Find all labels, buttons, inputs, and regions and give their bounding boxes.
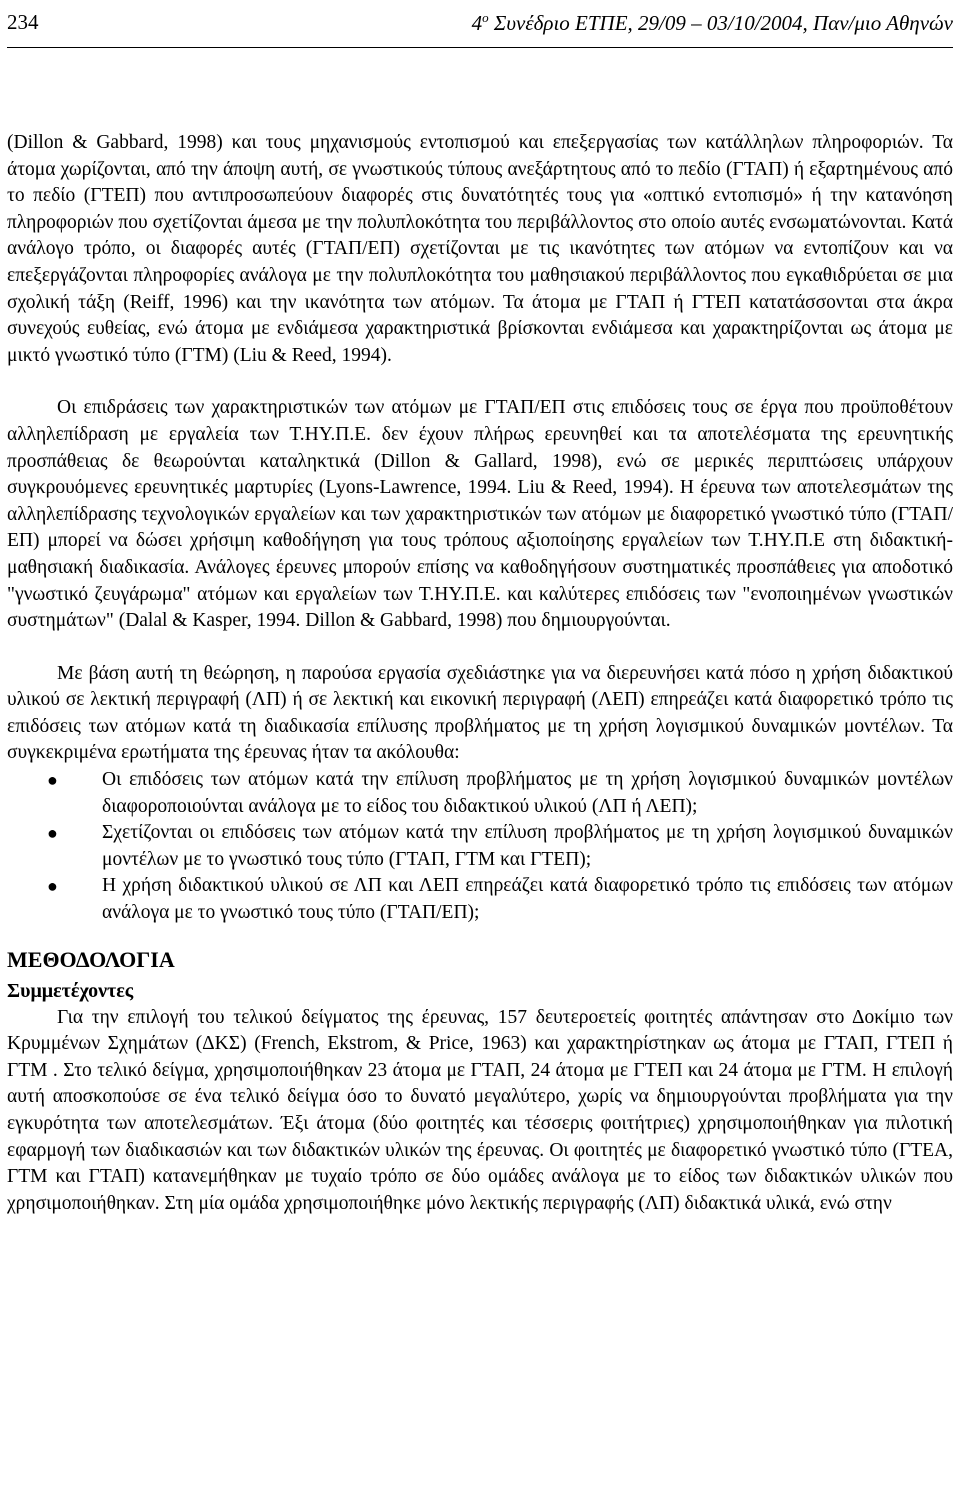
running-header: [7, 0, 953, 48]
list-item-text: Οι επιδόσεις των ατόμων κατά την επίλυση προβλήματος με τη χρήση λογισμικού δυναμικών μοντέλων διαφοροποιούνται ανάλογα με το είδος του διδακτικού υλικού (ΛΠ ή ΛΕΠ);: [102, 769, 953, 817]
research-questions-list: [7, 767, 953, 927]
paragraph-interaction-effects: Οι επιδράσεις των χαρακτηριστικών των ατόμων με ΓΤΑΠ/ΕΠ στις επιδόσεις τους σε έργα που προϋποθέτουν αλληλεπίδραση με εργαλεία των Τ.ΗΥ.Π.Ε. δεν έχουν πλήρως ερευνηθεί και τα αποτελέσματα της ερευνητικής προσπάθειας δε θεωρούνται καταληκτικά (Dillon & Gallard, 1998), ενώ σε μερικές περιπτώσεις υπάρχουν συγκρουόμενες ερευνητικές μαρτυρίες (Lyons-Lawrence, 1994. Liu & Reed, 1994). Η έρευνα των αποτελεσμάτων της αλληλεπίδρασης τεχνολογικών εργαλείων και των χαρακτηριστικών των ατόμων με διαφορετικό γνωστικό τύπο (ΓΤΑΠ/ΕΠ) μπορεί να δώσει χρήσιμη καθοδήγηση για τους τρόπους αξιοποίησης εργαλείων των Τ.ΗΥ.Π.Ε στη διδακτική-μαθησιακή διαδικασία. Ανάλογες έρευνες μπορούν επίσης να καθοδηγήσουν συστηματικές προσπάθειες για αποδοτικό "γνωστικό ζευγάρωμα" ατόμων και εργαλείων των Τ.ΗΥ.Π.Ε. και καλύτερες επιδόσεις των "ενοποιημένων γνωστικών συστημάτων" (Dalal & Kasper, 1994. Dillon & Gabbard, 1998) που δημιουργούνται.: [7, 397, 953, 632]
body-text: [7, 130, 953, 1217]
subsection-heading: Συμμετέχοντες: [7, 979, 134, 1002]
conference-title-text: Συνέδριο ΕΤΠΕ, 29/09 – 03/10/2004, Παν/μιο Αθηνών: [488, 11, 953, 35]
list-item-text: Η χρήση διδακτικού υλικού σε ΛΠ και ΛΕΠ επηρεάζει κατά διαφορετικό τρόπο τις επιδόσεις των ατόμων ανάλογα με το γνωστικό τους τύπο (ΓΤΑΠ/ΕΠ);: [102, 875, 953, 924]
paragraph-research-aims: Με βάση αυτή τη θεώρηση, η παρούσα εργασία σχεδιάστηκε για να διερευνήσει κατά πόσο η χρήση διδακτικού υλικού σε λεκτική περιγραφή (ΛΠ) ή σε λεκτική και εικονική περιγραφή (ΛΕΠ) επηρεάζει κατά διαφορετικό τρόπο τις επιδόσεις των ατόμων κατά τη διαδικασία επίλυσης προβλήματος με τη χρήση λογισμικού δυναμικών μοντέλων. Τα συγκεκριμένα ερωτήματα της έρευνας ήταν τα ακόλουθα:: [7, 662, 953, 764]
bullet-icon: ●: [47, 823, 58, 844]
conference-title: [472, 10, 953, 36]
list-item: [7, 873, 953, 926]
paragraph-participants: Για την επιλογή του τελικού δείγματος της έρευνας, 157 δευτεροετείς φοιτητές απάντησαν στο Δοκίμιο των Κρυμμένων Σχημάτων (ΔΚΣ) (French, Ekstrom, & Price, 1963) και χαρακτηρίστηκαν ως άτομα με ΓΤΑΠ, ΓΤΕΠ ή ΓΤΜ . Στο τελικό δείγμα, χρησιμοποιήθηκαν 23 άτομα με ΓΤΑΠ, 24 άτομα με ΓΤΕΠ και 24 άτομα με ΓΤΜ. Η επιλογή αυτή αποσκοπούσε σε ένα τελικό δείγμα όσο το δυνατό μεγαλύτερο, χωρίς να δημιουργούνται προβλήματα για την εγκυρότητα των αποτελεσμάτων. Έξι άτομα (δύο φοιτητές και τέσσερις φοιτήτριες) χρησιμοποιήθηκαν για πιλοτική εφαρμογή των διαδικασιών και των διδακτικών υλικών της έρευνας. Οι φοιτητές με διαφορετικό γνωστικό τύπο (ΓΤΕΑ, ΓΤΜ και ΓΤΑΠ) κατανεμήθηκαν με τυχαίο τρόπο σε δύο ομάδες ανάλογα με το είδος των διδακτικών υλικών που χρησιμοποιήθηκαν. Στη μία ομάδα χρησιμοποιήθηκε μόνο λεκτικής περιγραφής (ΛΠ) διδακτικά υλικά, ενώ στην: [7, 1006, 953, 1214]
paragraph-cognitive-styles: (Dillon & Gabbard, 1998) και τους μηχανισμούς εντοπισμού και επεξεργασίας των κατάλληλων πληροφοριών. Τα άτομα χωρίζονται, από την άποψη αυτή, σε γνωστικούς τύπους ανεξάρτητους από το πεδίο (ΓΤΑΠ) ή εξαρτημένους από το πεδίο (ΓΤΕΠ) που αντιπροσωπεύουν διαφορές στις δυνατότητές τους για «οπτικό εντοπισμό» ή την κατανόηση πληροφοριών που σχετίζονται άμεσα με την πολυπλοκότητα του περιβάλλοντος στο οποίο αυτές ενσωματώνονται. Κατά ανάλογο τρόπο, οι διαφορές αυτές (ΓΤΑΠ/ΕΠ) σχετίζονται με τις ικανότητες των ατόμων να εντοπίζουν και να επεξεργάζονται πληροφορίες ανάλογα με την πολυπλοκότητα του μαθησιακού περιβάλλοντος που εγκαθιδρύεται σε μια σχολική τάξη (Reiff, 1996) και την ικανότητα των ατόμων. Τα άτομα με ΓΤΑΠ ή ΓΤΕΠ κατατάσσονται στα άκρα συνεχούς ευθείας, ενώ άτομα με ενδιάμεσα χαρακτηριστικά βρίσκονται ενδιάμεσα και χαρακτηρίζονται ως άτομα με μικτό γνωστικό τύπο (ΓΤΜ) (Liu & Reed, 1994).: [7, 132, 953, 366]
page: [7, 0, 953, 1217]
list-item-text: Σχετίζονται οι επιδόσεις των ατόμων κατά την επίλυση προβλήματος με τη χρήση λογισμικού δυναμικών μοντέλων με το γνωστικό τους τύπο (ΓΤΑΠ, ΓΤΜ και ΓΤΕΠ);: [102, 822, 953, 870]
list-item: [7, 767, 953, 820]
list-item: [7, 820, 953, 873]
bullet-icon: ●: [47, 876, 58, 897]
bullet-icon: ●: [47, 770, 58, 791]
section-heading: ΜΕΘΟΔΟΛΟΓΙΑ: [7, 946, 175, 972]
page-number: 234: [7, 10, 39, 34]
conference-title-number: 4: [471, 11, 483, 35]
conference-title-ordinal: ο: [482, 10, 489, 25]
